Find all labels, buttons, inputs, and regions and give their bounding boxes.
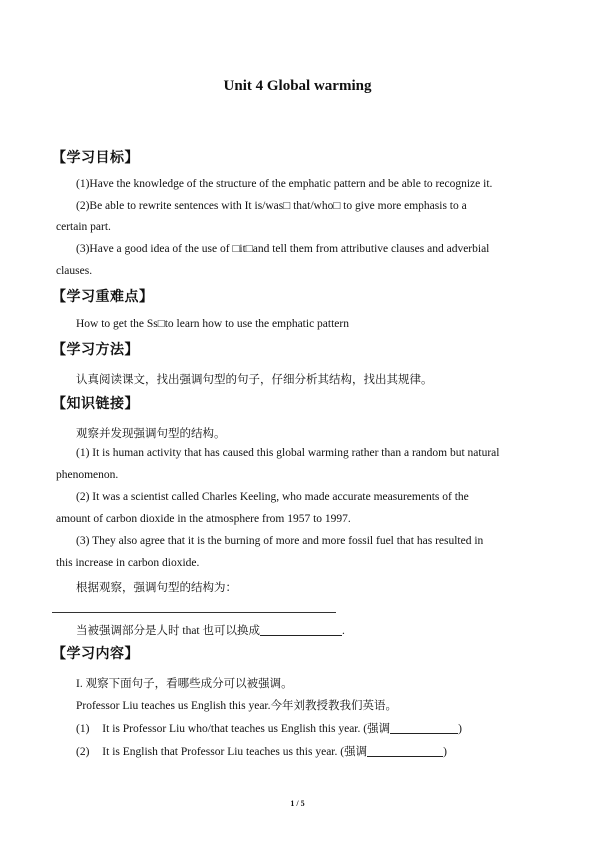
knowledge-sentence-1-line-2: phenomenon. (56, 469, 119, 481)
knowledge-sentence-2-line-2: amount of carbon dioxide in the atmosphere from 1957 to 1997. (56, 513, 351, 525)
objective-2-line-2: certain part. (56, 221, 111, 233)
section-heading-objectives: 【学习目标】 (52, 150, 139, 166)
section-heading-key-points: 【学习重难点】 (52, 289, 154, 305)
page-number: 1 / 5 (290, 799, 305, 808)
section-heading-knowledge: 【知识链接】 (52, 396, 139, 412)
objective-1: (1)Have the knowledge of the structure of the emphatic pattern and be able to recognize it. (76, 178, 493, 190)
section-heading-methods: 【学习方法】 (52, 342, 139, 358)
key-point-1: How to get the Ss□to learn how to use the emphatic pattern (76, 318, 349, 330)
knowledge-person-note-end: . (342, 625, 345, 637)
knowledge-sentence-2-line-1: (2) It was a scientist called Charles Keeling, who made accurate measurements of the (76, 491, 469, 503)
content-item-1-end: ) (458, 723, 462, 735)
content-item-2-number: (2) (76, 746, 90, 758)
content-item-1 (76, 720, 462, 736)
content-item-2-end: ) (443, 746, 447, 758)
method-1: 认真阅读课文，找出强调句型的句子，仔细分析其结构，找出其规律。 (76, 374, 433, 386)
objective-2-line-1: (2)Be able to rewrite sentences with It is/was□ that/who□ to give more emphasis to a (76, 200, 467, 212)
knowledge-sentence-1-line-1: (1) It is human activity that has caused this global warming rather than a random but natural (76, 447, 500, 459)
answer-blank (260, 624, 342, 636)
knowledge-person-note (76, 622, 345, 638)
knowledge-person-note-text: 当被强调部分是人时 that 也可以换成 (76, 625, 260, 637)
knowledge-conclusion: 根据观察，强调句型的结构为： (76, 582, 237, 594)
content-example: Professor Liu teaches us English this year.今年刘教授教我们英语。 (76, 700, 398, 712)
section-heading-content: 【学习内容】 (52, 646, 139, 662)
content-item-1-text: It is Professor Liu who/that teaches us English this year. (强调 (102, 723, 391, 735)
knowledge-intro: 观察并发现强调句型的结构。 (76, 428, 226, 440)
answer-blank (390, 722, 458, 734)
answer-blank-line (52, 612, 336, 613)
content-item-2-text: It is English that Professor Liu teaches us this year. (强调 (102, 746, 368, 758)
objective-3-line-1: (3)Have a good idea of the use of □it□and tell them from attributive clauses and adverbial (76, 243, 490, 255)
content-item-1-number: (1) (76, 723, 90, 735)
content-item-2 (76, 743, 447, 759)
knowledge-sentence-3-line-2: this increase in carbon dioxide. (56, 557, 200, 569)
objective-3-line-2: clauses. (56, 265, 93, 277)
content-task: I. 观察下面句子，看哪些成分可以被强调。 (76, 678, 293, 690)
answer-blank (367, 745, 443, 757)
page-title: Unit 4 Global warming (223, 78, 372, 94)
knowledge-sentence-3-line-1: (3) They also agree that it is the burning of more and more fossil fuel that has resulted in (76, 535, 484, 547)
